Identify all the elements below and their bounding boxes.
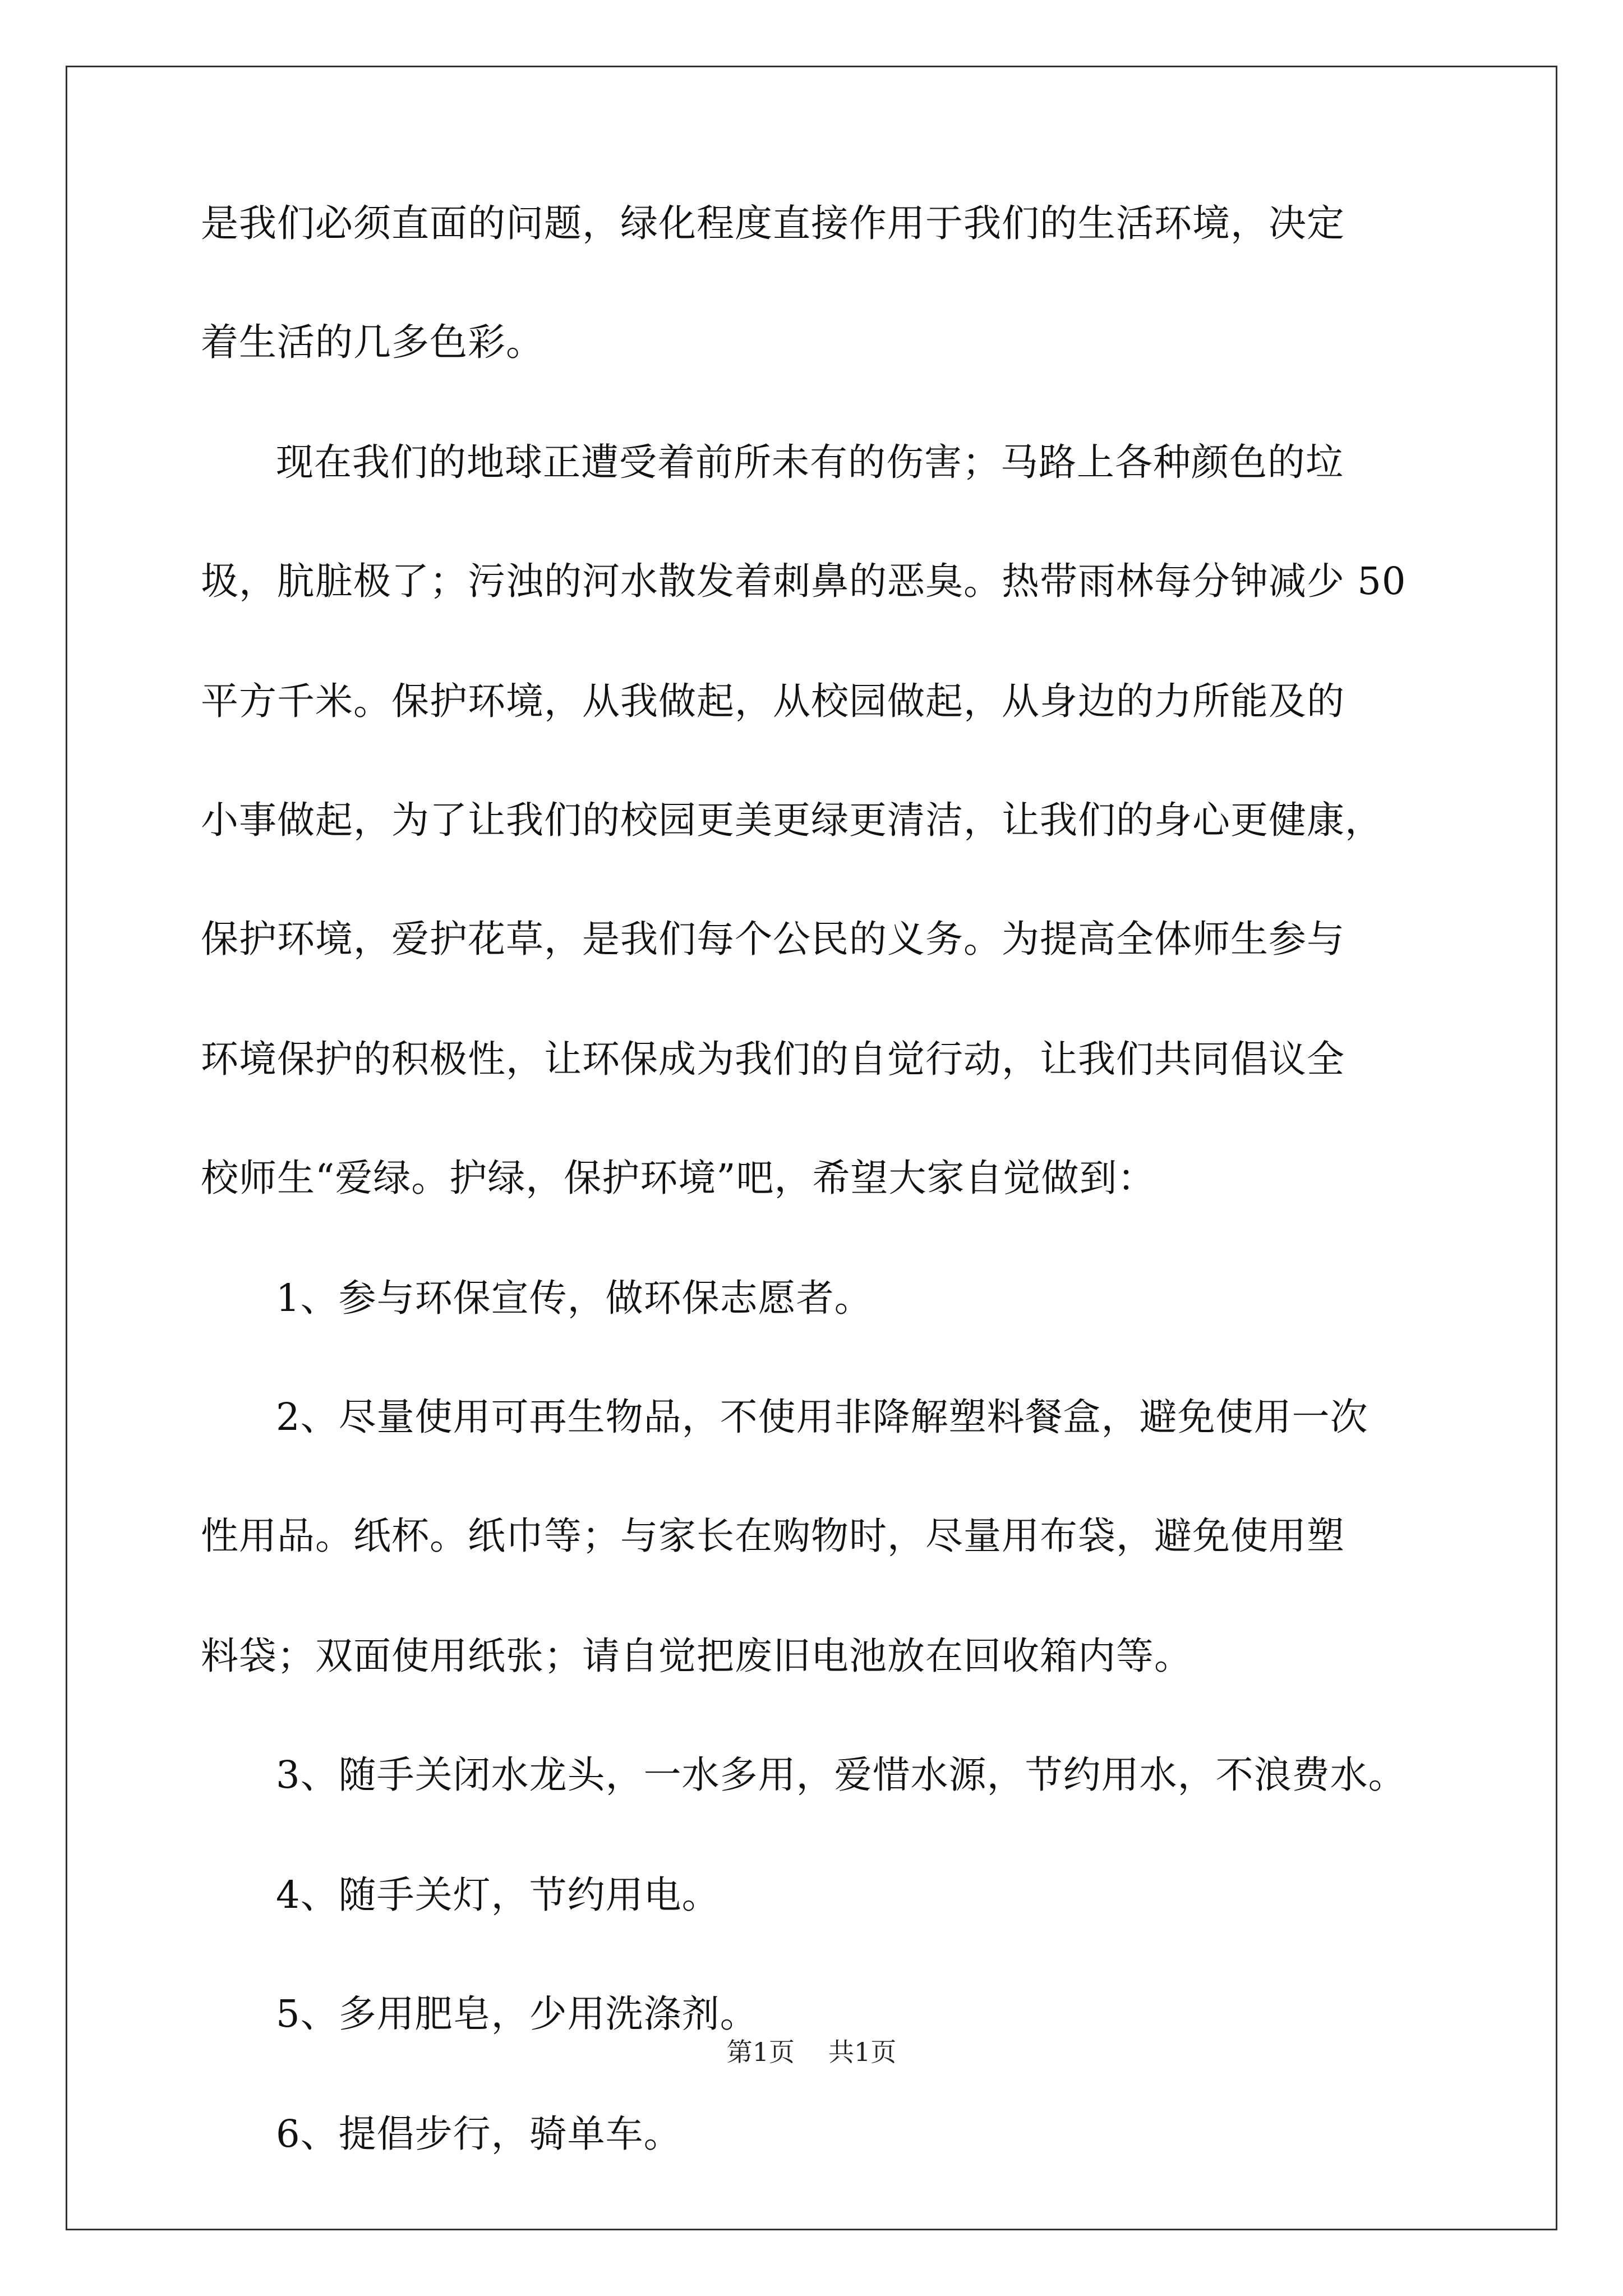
text-line-2: 着生活的几多色彩。	[201, 320, 544, 364]
text-line-8: 环境保护的积极性，让环保成为我们的自觉行动，让我们共同倡议全	[201, 1037, 1345, 1081]
page-footer	[0, 2036, 1623, 2068]
text-line-1: 是我们必须直面的问题，绿化程度直接作用于我们的生活环境，决定	[201, 201, 1345, 245]
text-line-4: 圾，肮脏极了；污浊的河水散发着刺鼻的恶臭。热带雨林每分钟减少 50	[201, 559, 1407, 603]
page-number: 第1页	[726, 2037, 795, 2067]
list-item-4: 4、随手关灯，节约用电。	[276, 1873, 720, 1917]
list-item-3: 3、随手关闭水龙头，一水多用，爱惜水源，节约用水，不浪费水。	[276, 1753, 1407, 1797]
list-item-1: 1、参与环保宣传，做环保志愿者。	[276, 1276, 873, 1320]
list-item-6: 6、提倡步行，骑单车。	[276, 2112, 682, 2156]
paragraph-start-line: 现在我们的地球正遭受着前所未有的伤害；马路上各种颜色的垃	[276, 440, 1344, 484]
text-line-9: 校师生“爱绿。护绿，保护环境”吧，希望大家自觉做到：	[201, 1156, 1156, 1200]
text-line-6: 小事做起，为了让我们的校园更美更绿更清洁，让我们的身心更健康，	[201, 798, 1383, 842]
list-item-5: 5、多用肥皂，少用洗涤剂。	[276, 1992, 758, 2036]
list-item-2-cont-1: 性用品。纸杯。纸巾等；与家长在购物时，尽量用布袋，避免使用塑	[201, 1514, 1345, 1558]
text-line-5: 平方千米。保护环境，从我做起，从校园做起，从身边的力所能及的	[201, 679, 1345, 723]
text-line-7: 保护环境，爱护花草，是我们每个公民的义务。为提高全体师生参与	[201, 917, 1345, 961]
list-item-2-cont-2: 料袋；双面使用纸张；请自觉把废旧电池放在回收箱内等。	[201, 1634, 1192, 1678]
list-item-2: 2、尽量使用可再生物品，不使用非降解塑料餐盒，避免使用一次	[276, 1395, 1368, 1439]
page-count: 共1页	[828, 2037, 897, 2067]
